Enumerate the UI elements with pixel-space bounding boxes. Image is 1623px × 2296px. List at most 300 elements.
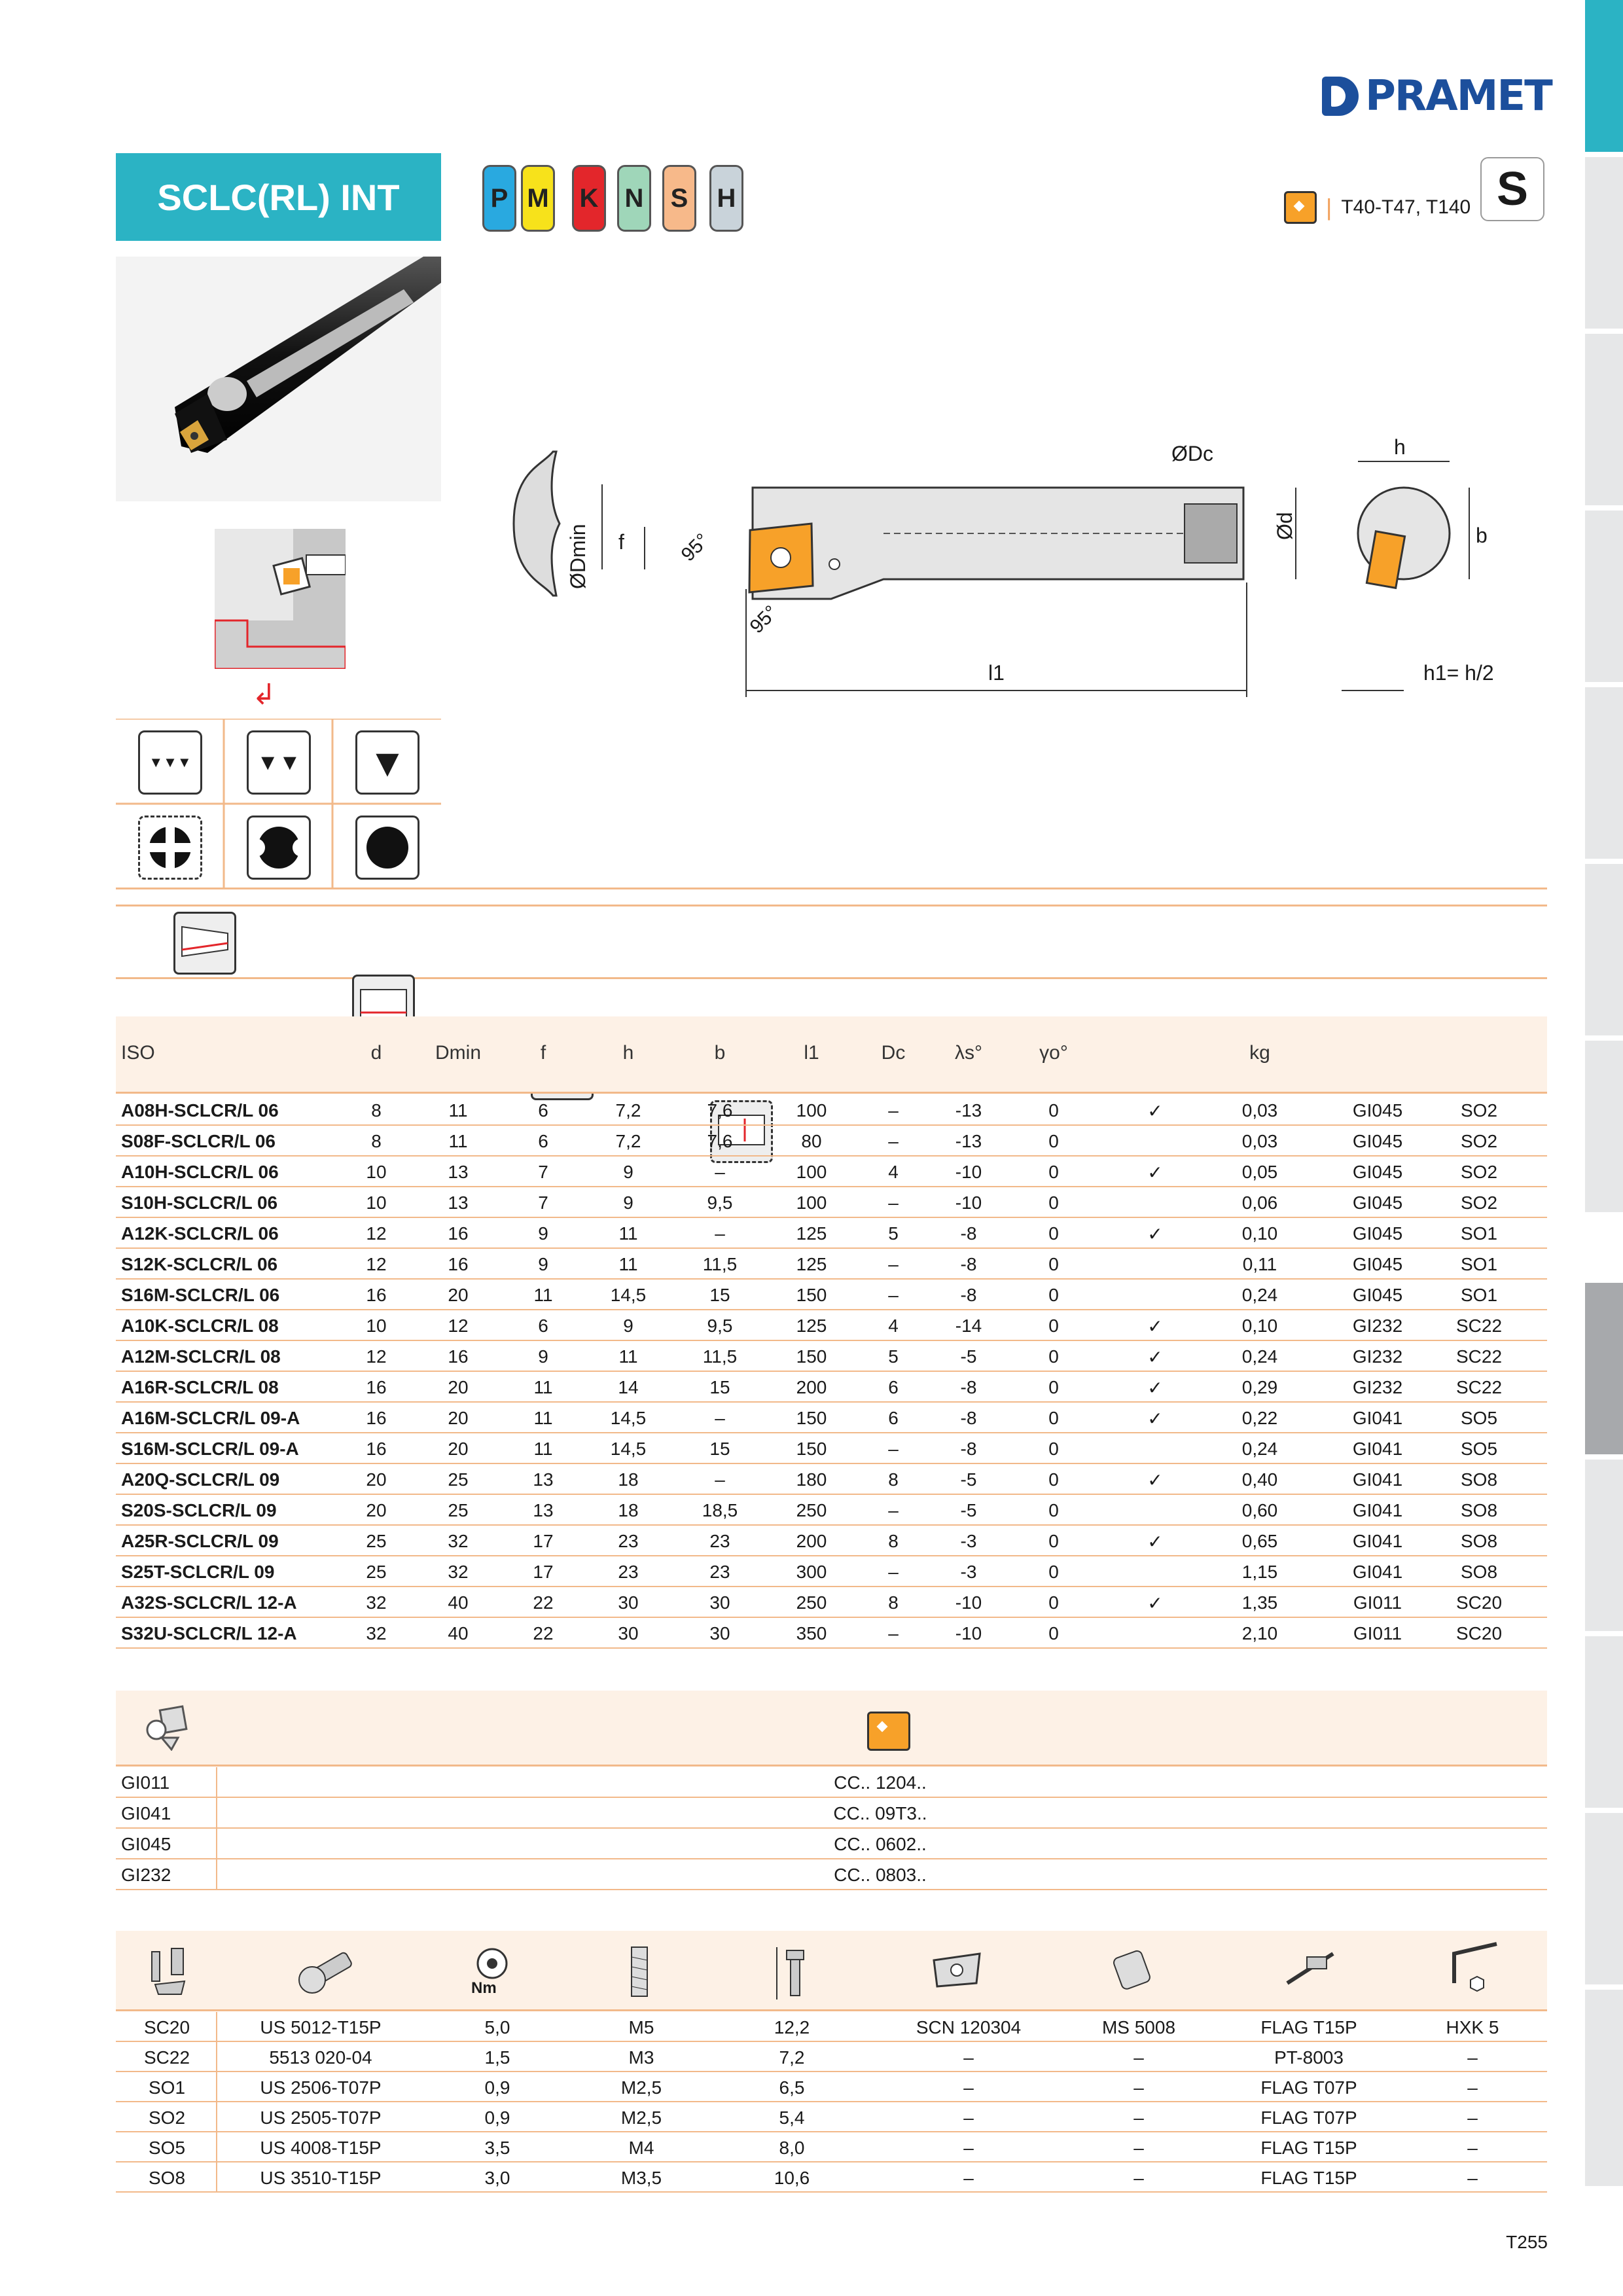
table-cell: 11 xyxy=(448,1131,468,1151)
parts-cell: 8,0 xyxy=(779,2138,805,2158)
torque-unit: Nm xyxy=(471,1979,497,1997)
table-cell: SO8 xyxy=(1460,1531,1498,1551)
row-divider xyxy=(116,2161,1547,2162)
label-dc: ØDc xyxy=(1171,442,1213,465)
table-cell: 9 xyxy=(623,1193,633,1213)
parts-cell: 0,9 xyxy=(484,2108,510,2128)
edge-tab xyxy=(1585,1813,1623,1984)
table-cell: 0,03 xyxy=(1241,1100,1278,1121)
boring-bar-drawing-icon xyxy=(504,425,1518,707)
table-cell: 22 xyxy=(533,1623,554,1643)
table-cell: 15 xyxy=(709,1439,730,1459)
parts-cell: – xyxy=(1133,2077,1144,2098)
table-cell: ✓ xyxy=(1147,1316,1163,1336)
table-cell: 8 xyxy=(888,1531,899,1551)
table-cell: – xyxy=(888,1439,899,1459)
table-cell: 32 xyxy=(366,1592,387,1613)
holder-code: GI232 xyxy=(121,1865,171,1885)
row-divider xyxy=(116,2101,1547,2102)
table-cell: ✓ xyxy=(1147,1470,1163,1490)
table-cell: 0,24 xyxy=(1241,1346,1278,1367)
insert-code: CC.. 0803.. xyxy=(834,1865,927,1885)
table-cell: 23 xyxy=(709,1531,730,1551)
holder-code: GI041 xyxy=(121,1803,171,1823)
table-cell: 0 xyxy=(1048,1592,1059,1613)
table-cell: – xyxy=(715,1223,725,1244)
table-cell: GI045 xyxy=(1352,1193,1403,1213)
table-cell: GI045 xyxy=(1352,1131,1403,1151)
clamp-set-code: SC20 xyxy=(143,2017,190,2037)
table-cell: ✓ xyxy=(1147,1347,1163,1367)
table-cell: 8 xyxy=(888,1592,899,1613)
parts-cell: 6,5 xyxy=(779,2077,805,2098)
row-divider xyxy=(116,2131,1547,2132)
table-cell: 10 xyxy=(366,1162,387,1182)
table-cell: 12 xyxy=(448,1316,469,1336)
table-cell: GI045 xyxy=(1352,1223,1403,1244)
table-cell: 16 xyxy=(448,1346,469,1367)
main-header-8: λs° xyxy=(955,1042,982,1064)
table-cell: 15 xyxy=(709,1377,730,1397)
row-divider xyxy=(116,1401,1547,1403)
row-divider xyxy=(116,1555,1547,1556)
screw-length-icon xyxy=(770,1944,810,2003)
row-divider xyxy=(116,1217,1547,1218)
row-divider xyxy=(116,1155,1547,1157)
table-cell: ✓ xyxy=(1147,1101,1163,1121)
table-cell: 0 xyxy=(1048,1562,1059,1582)
insert-ref-text: T40-T47, T140 xyxy=(1341,196,1471,218)
table-cell: 32 xyxy=(448,1562,469,1582)
row-divider xyxy=(116,1797,1547,1798)
table-cell: 12 xyxy=(366,1223,387,1244)
table-cell: 8 xyxy=(888,1469,899,1490)
table-cell: -8 xyxy=(960,1377,977,1397)
parts-cell: HXK 5 xyxy=(1446,2017,1499,2037)
row-divider xyxy=(116,1617,1547,1618)
parts-cell: – xyxy=(1133,2138,1144,2158)
table-cell: 25 xyxy=(366,1562,387,1582)
table-cell: GI041 xyxy=(1352,1408,1403,1428)
table-cell: 0 xyxy=(1048,1193,1059,1213)
table-cell: 17 xyxy=(533,1531,554,1551)
table-cell: 6 xyxy=(538,1131,548,1151)
table-cell: 7,6 xyxy=(707,1131,733,1151)
parts-cell: FLAG T07P xyxy=(1260,2077,1357,2098)
table-cell: 2,10 xyxy=(1241,1623,1278,1643)
table-cell: SO2 xyxy=(1460,1193,1498,1213)
table-cell: 0 xyxy=(1048,1223,1059,1244)
parts-cell: 10,6 xyxy=(774,2168,810,2188)
table-cell: 200 xyxy=(796,1377,827,1397)
table-cell: 16 xyxy=(366,1439,387,1459)
brand-logo xyxy=(1322,73,1552,119)
table-cell: -5 xyxy=(960,1346,977,1367)
table-cell: SO8 xyxy=(1460,1469,1498,1490)
label-dmin: ØDmin xyxy=(566,524,590,589)
main-header-1: d xyxy=(370,1042,382,1064)
table-cell: 18 xyxy=(618,1500,639,1520)
part-code: S32U-SCLCR/L 12-A xyxy=(121,1623,297,1643)
key-icon xyxy=(1281,1944,1340,1996)
grade-badge: S xyxy=(1480,157,1544,221)
edge-tab xyxy=(1585,511,1623,682)
edge-tab xyxy=(1585,1041,1623,1212)
table-cell: SC20 xyxy=(1455,1623,1503,1643)
parts-cell: M3,5 xyxy=(620,2168,662,2188)
part-code: A10K-SCLCR/L 08 xyxy=(121,1316,279,1336)
table-cell: 0 xyxy=(1048,1623,1059,1643)
edge-tab xyxy=(1585,334,1623,505)
table-cell: 0,22 xyxy=(1241,1408,1278,1428)
table-cell: 30 xyxy=(618,1623,639,1643)
table-cell: SO8 xyxy=(1460,1500,1498,1520)
table-cell: 20 xyxy=(448,1285,469,1305)
holder-icon xyxy=(142,1705,188,1751)
table-cell: GI045 xyxy=(1352,1100,1403,1121)
table-cell: 0 xyxy=(1048,1316,1059,1336)
insert-code: CC.. 09T3.. xyxy=(833,1803,927,1823)
parts-cell: 5,4 xyxy=(779,2108,805,2128)
table-cell: 6 xyxy=(888,1408,899,1428)
material-k: K xyxy=(572,165,606,232)
table-cell: 7,2 xyxy=(615,1100,641,1121)
parts-cell: US 4008-T15P xyxy=(260,2138,382,2158)
table-cell: 250 xyxy=(796,1500,827,1520)
slightly-interrupted-cut-icon xyxy=(247,816,311,880)
part-code: S16M-SCLCR/L 06 xyxy=(121,1285,280,1305)
table-cell: 13 xyxy=(448,1193,469,1213)
label-angle-2: 95° xyxy=(745,601,783,638)
table-cell: 0,40 xyxy=(1241,1469,1278,1490)
divider xyxy=(116,888,1547,889)
table-cell: 20 xyxy=(448,1377,469,1397)
parts-cell: FLAG T15P xyxy=(1260,2138,1357,2158)
table-cell: 18 xyxy=(618,1469,639,1490)
col-divider xyxy=(216,2162,217,2193)
table-cell: ✓ xyxy=(1147,1408,1163,1429)
direction-arrow-icon: ↲ xyxy=(252,679,276,711)
table-cell: 7 xyxy=(538,1162,548,1182)
table-cell: 0,06 xyxy=(1241,1193,1278,1213)
main-header-7: Dc xyxy=(881,1042,906,1064)
table-cell: 20 xyxy=(366,1500,387,1520)
table-cell: 4 xyxy=(888,1162,899,1182)
shim-screw-icon xyxy=(1104,1944,1156,1996)
interrupted-cut-icon xyxy=(138,816,202,880)
table-cell: 11 xyxy=(533,1408,553,1428)
table-cell: 0 xyxy=(1048,1100,1059,1121)
table-cell: 0,10 xyxy=(1241,1223,1278,1244)
parts-cell: – xyxy=(1467,2047,1478,2068)
symbol-grid xyxy=(116,719,441,889)
table-cell: 0,60 xyxy=(1241,1500,1278,1520)
table-cell: 0 xyxy=(1048,1531,1059,1551)
table-cell: -13 xyxy=(955,1131,982,1151)
part-code: A25R-SCLCR/L 09 xyxy=(121,1531,279,1551)
col-divider xyxy=(216,2072,217,2102)
table-cell: GI041 xyxy=(1352,1469,1403,1490)
table-cell: -3 xyxy=(960,1531,977,1551)
table-cell: 100 xyxy=(796,1162,827,1182)
table-cell: 20 xyxy=(448,1439,469,1459)
table-cell: -8 xyxy=(960,1408,977,1428)
table-cell: 14,5 xyxy=(610,1408,647,1428)
clamp-set-code: SO1 xyxy=(148,2077,186,2098)
parts-cell: FLAG T15P xyxy=(1260,2017,1357,2037)
label-angle-1: 95° xyxy=(677,529,714,566)
table-cell: SO1 xyxy=(1460,1254,1498,1274)
parts-cell: – xyxy=(1467,2168,1478,2188)
table-cell: GI045 xyxy=(1352,1162,1403,1182)
clamp-set-code: SO5 xyxy=(148,2138,186,2158)
table-cell: -3 xyxy=(960,1562,977,1582)
table-cell: 25 xyxy=(448,1500,469,1520)
table-cell: -10 xyxy=(955,1623,982,1643)
table-cell: 100 xyxy=(796,1193,827,1213)
row-divider xyxy=(116,1340,1547,1341)
table-cell: 0 xyxy=(1048,1131,1059,1151)
table-cell: 40 xyxy=(448,1592,469,1613)
table-cell: 0 xyxy=(1048,1346,1059,1367)
material-s: S xyxy=(662,165,696,232)
clamp-set-code: SO2 xyxy=(148,2108,186,2128)
table-cell: GI232 xyxy=(1352,1377,1403,1397)
table-cell: -10 xyxy=(955,1193,982,1213)
table-cell: 23 xyxy=(618,1531,639,1551)
table-cell: 32 xyxy=(448,1531,469,1551)
table-cell: 5 xyxy=(888,1346,899,1367)
table-cell: SO1 xyxy=(1460,1285,1498,1305)
table-cell: 0,24 xyxy=(1241,1285,1278,1305)
part-code: S10H-SCLCR/L 06 xyxy=(121,1193,278,1213)
insert-reference xyxy=(1284,191,1471,224)
parts-cell: M5 xyxy=(628,2017,654,2037)
table-cell: -10 xyxy=(955,1162,982,1182)
part-code: S16M-SCLCR/L 09-A xyxy=(121,1439,299,1459)
table-cell: 0,03 xyxy=(1241,1131,1278,1151)
table-cell: 14,5 xyxy=(610,1285,647,1305)
table-cell: SC22 xyxy=(1455,1316,1503,1336)
table-cell: ✓ xyxy=(1147,1378,1163,1398)
part-code: S08F-SCLCR/L 06 xyxy=(121,1131,276,1151)
label-h1: h1= h/2 xyxy=(1423,661,1494,685)
boring-bar-photo-icon xyxy=(116,257,441,501)
material-h: H xyxy=(709,165,743,232)
table-cell: 11,5 xyxy=(702,1346,738,1367)
table-cell: 23 xyxy=(618,1562,639,1582)
table-cell: 11 xyxy=(618,1346,638,1367)
parts-cell: – xyxy=(1133,2108,1144,2128)
table-cell: – xyxy=(715,1408,725,1428)
label-f: f xyxy=(618,530,624,554)
parts-cell: 0,9 xyxy=(484,2077,510,2098)
table-cell: 9,5 xyxy=(707,1193,733,1213)
part-code: A12M-SCLCR/L 08 xyxy=(121,1346,281,1367)
shim-icon xyxy=(927,1947,986,1993)
insert-code: CC.. 0602.. xyxy=(834,1834,927,1854)
parts-cell: – xyxy=(1133,2047,1144,2068)
table-cell: 18,5 xyxy=(702,1500,738,1520)
part-code: S20S-SCLCR/L 09 xyxy=(121,1500,277,1520)
clamp-set-code: SO8 xyxy=(148,2168,186,2188)
screw-icon xyxy=(293,1941,358,2000)
material-p: P xyxy=(482,165,516,232)
insert-icon xyxy=(1284,191,1317,224)
row-divider xyxy=(116,1432,1547,1433)
holder-code: GI011 xyxy=(121,1772,170,1793)
table-cell: 0 xyxy=(1048,1162,1059,1182)
table-cell: GI041 xyxy=(1352,1500,1403,1520)
col-divider xyxy=(216,2042,217,2072)
technical-drawing xyxy=(504,425,1518,707)
row-divider xyxy=(116,1494,1547,1495)
row-divider xyxy=(116,1186,1547,1187)
table-cell: 300 xyxy=(796,1562,827,1582)
row-divider xyxy=(116,1827,1547,1829)
table-cell: -10 xyxy=(955,1592,982,1613)
table-cell: SO1 xyxy=(1460,1223,1498,1244)
table-cell: 9 xyxy=(538,1223,548,1244)
table-cell: 180 xyxy=(796,1469,827,1490)
parts-cell: 3,0 xyxy=(484,2168,510,2188)
table-cell: -14 xyxy=(955,1316,982,1336)
table-cell: 6 xyxy=(538,1316,548,1336)
main-header-11: kg xyxy=(1249,1042,1270,1064)
table-cell: 0,65 xyxy=(1241,1531,1278,1551)
part-code: A16M-SCLCR/L 09-A xyxy=(121,1408,300,1428)
table-cell: 125 xyxy=(796,1254,827,1274)
main-header-6: l1 xyxy=(804,1042,819,1064)
table-cell: 6 xyxy=(888,1377,899,1397)
part-code: A12K-SCLCR/L 06 xyxy=(121,1223,279,1244)
parts-cell: – xyxy=(1467,2138,1478,2158)
table-cell: 6 xyxy=(538,1100,548,1121)
table-cell: 0,10 xyxy=(1241,1316,1278,1336)
parts-cell: MS 5008 xyxy=(1101,2017,1176,2037)
hex-key-icon xyxy=(1444,1941,1503,2000)
edge-tab xyxy=(1585,864,1623,1035)
table-cell: 16 xyxy=(366,1408,387,1428)
separator: | xyxy=(1326,194,1332,221)
parts-cell: M2,5 xyxy=(620,2108,662,2128)
table-cell: 9 xyxy=(538,1346,548,1367)
part-code: A20Q-SCLCR/L 09 xyxy=(121,1469,280,1490)
table-cell: -8 xyxy=(960,1254,977,1274)
insert-table-header xyxy=(116,1691,1547,1767)
parts-cell: 7,2 xyxy=(779,2047,805,2068)
table-cell: 14,5 xyxy=(610,1439,647,1459)
parts-cell: 3,5 xyxy=(484,2138,510,2158)
table-cell: 1,35 xyxy=(1241,1592,1278,1613)
table-cell: 22 xyxy=(533,1592,554,1613)
table-cell: SC22 xyxy=(1455,1377,1503,1397)
row-divider xyxy=(116,1309,1547,1310)
table-cell: 30 xyxy=(709,1592,730,1613)
table-cell: 150 xyxy=(796,1408,827,1428)
main-header-2: Dmin xyxy=(435,1042,482,1064)
row-divider xyxy=(116,1889,1547,1890)
table-cell: 25 xyxy=(366,1531,387,1551)
table-cell: 100 xyxy=(796,1100,827,1121)
parts-cell: – xyxy=(963,2138,974,2158)
table-cell: 4 xyxy=(888,1316,899,1336)
table-cell: SO2 xyxy=(1460,1131,1498,1151)
row-divider xyxy=(116,1647,1547,1649)
main-header-4: h xyxy=(622,1042,634,1064)
table-cell: 16 xyxy=(366,1377,387,1397)
table-cell: 13 xyxy=(448,1162,469,1182)
parts-cell: US 5012-T15P xyxy=(260,2017,382,2037)
parts-cell: M3 xyxy=(628,2047,654,2068)
table-cell: 10 xyxy=(366,1316,387,1336)
table-cell: 16 xyxy=(366,1285,387,1305)
table-cell: 8 xyxy=(371,1100,382,1121)
table-cell: 11 xyxy=(448,1100,468,1121)
table-cell: – xyxy=(888,1193,899,1213)
parts-cell: – xyxy=(963,2047,974,2068)
table-cell: -5 xyxy=(960,1469,977,1490)
table-cell: 1,15 xyxy=(1241,1562,1278,1582)
table-cell: ✓ xyxy=(1147,1224,1163,1244)
table-cell: -13 xyxy=(955,1100,982,1121)
parts-cell: – xyxy=(1467,2077,1478,2098)
table-cell: 13 xyxy=(533,1469,554,1490)
table-cell: 0 xyxy=(1048,1469,1059,1490)
table-cell: 14 xyxy=(618,1377,639,1397)
table-cell: SO2 xyxy=(1460,1162,1498,1182)
part-code: A08H-SCLCR/L 06 xyxy=(121,1100,279,1121)
table-cell: GI041 xyxy=(1352,1439,1403,1459)
parts-cell: US 2505-T07P xyxy=(260,2108,382,2128)
table-cell: 11 xyxy=(533,1439,553,1459)
label-l1: l1 xyxy=(988,661,1005,685)
part-code: A32S-SCLCR/L 12-A xyxy=(121,1592,297,1613)
table-cell: 150 xyxy=(796,1439,827,1459)
table-cell: 200 xyxy=(796,1531,827,1551)
table-cell: 0 xyxy=(1048,1377,1059,1397)
table-cell: 350 xyxy=(796,1623,827,1643)
table-cell: ✓ xyxy=(1147,1532,1163,1552)
table-cell: 17 xyxy=(533,1562,554,1582)
table-cell: -8 xyxy=(960,1439,977,1459)
medium-machining-icon: ▼▼ xyxy=(247,730,311,795)
table-cell: 5 xyxy=(888,1223,899,1244)
parts-cell: – xyxy=(1133,2168,1144,2188)
table-cell: – xyxy=(888,1500,899,1520)
edge-tab xyxy=(1585,1636,1623,1808)
table-cell: – xyxy=(715,1162,725,1182)
table-cell: 25 xyxy=(448,1469,469,1490)
table-cell: 0,11 xyxy=(1242,1254,1277,1274)
table-cell: 125 xyxy=(796,1223,827,1244)
table-cell: – xyxy=(888,1131,899,1151)
clamp-set-code: SC22 xyxy=(143,2047,190,2068)
row-divider xyxy=(116,2191,1547,2193)
table-cell: – xyxy=(888,1285,899,1305)
table-cell: -8 xyxy=(960,1223,977,1244)
table-cell: – xyxy=(888,1562,899,1582)
main-header-5: b xyxy=(714,1042,726,1064)
row-divider xyxy=(116,1524,1547,1526)
table-cell: 0 xyxy=(1048,1439,1059,1459)
label-h: h xyxy=(1394,435,1406,459)
table-cell: 7,2 xyxy=(615,1131,641,1151)
clamp-set-icon xyxy=(145,1945,191,1998)
machining-diagram xyxy=(215,529,346,669)
row-divider xyxy=(116,1463,1547,1464)
table-cell: 10 xyxy=(366,1193,387,1213)
